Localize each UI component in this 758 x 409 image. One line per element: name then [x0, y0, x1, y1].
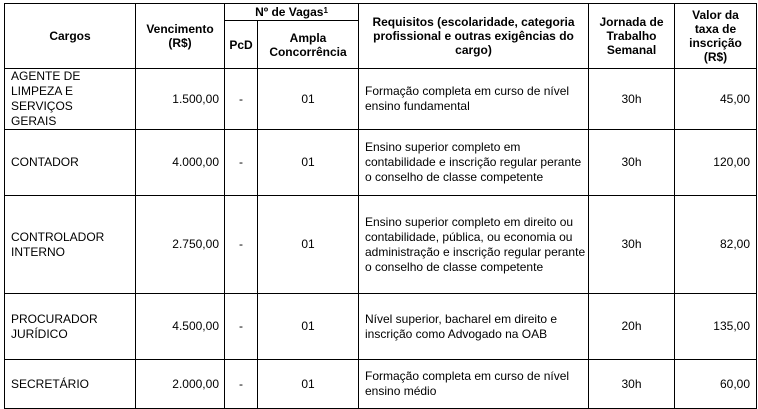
- cell-cargo: PROCURADOR JURÍDICO: [5, 294, 136, 360]
- cell-pcd: -: [225, 196, 258, 294]
- cell-ampla: 01: [258, 69, 359, 130]
- table-row: [5, 294, 757, 360]
- cell-jornada: 30h: [589, 196, 675, 294]
- header-ampla-label: Ampla Concorrência: [269, 30, 347, 59]
- cell-cargo: SECRETÁRIO: [5, 360, 136, 409]
- cell-requisitos: Ensino superior completo em contabilidade e inscrição regular perante o conselho de classe competente: [359, 130, 589, 196]
- cell-pcd: -: [225, 69, 258, 130]
- cell-requisitos: Nível superior, bacharel em direito e inscrição como Advogado na OAB: [359, 294, 589, 360]
- cell-jornada: 30h: [589, 130, 675, 196]
- header-vagas-label: Nº de Vagas: [255, 5, 324, 19]
- table-row: [5, 360, 757, 409]
- cell-taxa: 60,00: [675, 360, 757, 409]
- cell-jornada: 20h: [589, 294, 675, 360]
- cell-pcd: -: [225, 294, 258, 360]
- cell-pcd: -: [225, 360, 258, 409]
- cell-ampla: 01: [258, 196, 359, 294]
- header-jornada-label: Jornada de Trabalho Semanal: [599, 15, 664, 57]
- cell-vencimento: 2.000,00: [136, 360, 225, 409]
- header-requisitos: [359, 4, 589, 69]
- cell-pcd: -: [225, 130, 258, 196]
- table-row: [5, 130, 757, 196]
- vacancies-table: [4, 3, 757, 409]
- table-row: [5, 196, 757, 294]
- cell-cargo: CONTROLADOR INTERNO: [5, 196, 136, 294]
- header-vagas: [225, 4, 359, 21]
- header-vagas-footnote: 1: [323, 6, 328, 15]
- header-pcd: PcD: [225, 21, 258, 69]
- cell-jornada: 30h: [589, 69, 675, 130]
- table-row: [5, 69, 757, 130]
- cell-vencimento: 1.500,00: [136, 69, 225, 130]
- cell-ampla: 01: [258, 130, 359, 196]
- cell-ampla: 01: [258, 294, 359, 360]
- header-vencimento: [136, 4, 225, 69]
- cell-vencimento: 4.500,00: [136, 294, 225, 360]
- cell-jornada: 30h: [589, 360, 675, 409]
- cell-vencimento: 2.750,00: [136, 196, 225, 294]
- header-taxa: [675, 4, 757, 69]
- header-requisitos-label: Requisitos (escolaridade, categoria profissional e outras exigências do cargo): [372, 15, 575, 57]
- cell-ampla: 01: [258, 360, 359, 409]
- cell-requisitos: Formação completa em curso de nível ensino fundamental: [359, 69, 589, 130]
- cell-taxa: 120,00: [675, 130, 757, 196]
- cell-cargo: CONTADOR: [5, 130, 136, 196]
- header-jornada: [589, 4, 675, 69]
- header-cargos: Cargos: [5, 4, 136, 69]
- header-taxa-label: Valor da taxa de inscrição (R$): [689, 8, 742, 64]
- cell-taxa: 45,00: [675, 69, 757, 130]
- cell-taxa: 82,00: [675, 196, 757, 294]
- cell-requisitos: Ensino superior completo em direito ou contabilidade, pública, ou economia ou administração e inscrição regular perante o conselho de classe competente: [359, 196, 589, 294]
- cell-taxa: 135,00: [675, 294, 757, 360]
- header-vencimento-label: Vencimento (R$): [146, 22, 214, 50]
- cell-vencimento: 4.000,00: [136, 130, 225, 196]
- cell-requisitos: Formação completa em curso de nível ensino médio: [359, 360, 589, 409]
- header-ampla: [258, 21, 359, 69]
- cell-cargo: AGENTE DE LIMPEZA E SERVIÇOS GERAIS: [5, 69, 136, 130]
